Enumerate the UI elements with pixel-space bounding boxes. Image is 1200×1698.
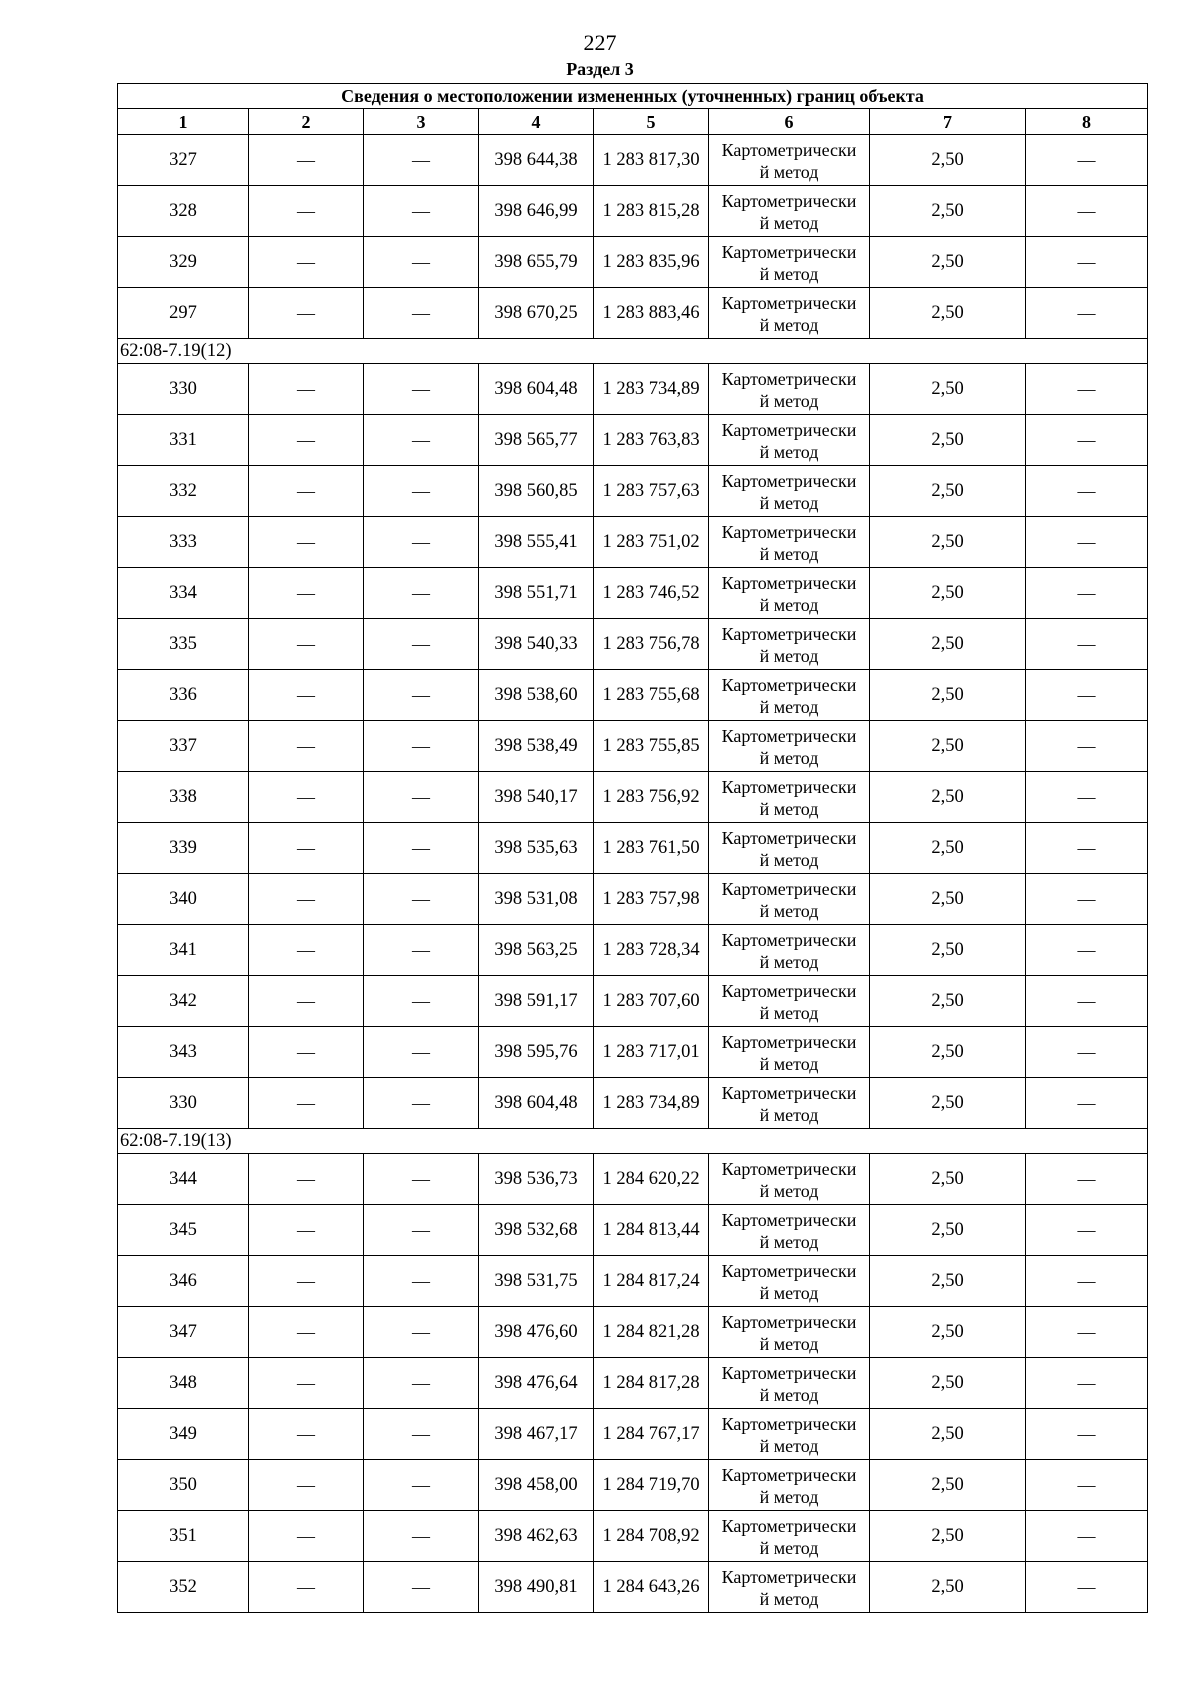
cell-x-coordinate: 398 655,79 [479,237,594,288]
cell-y-coordinate: 1 283 763,83 [594,415,709,466]
cell-point-number: 350 [118,1460,249,1511]
cell-col-2: — [249,237,364,288]
cell-col-2: — [249,517,364,568]
table-caption: Сведения о местоположении измененных (уточненных) границ объекта [118,84,1148,109]
cell-col-3: — [364,415,479,466]
cell-y-coordinate: 1 283 757,63 [594,466,709,517]
cell-col-2: — [249,976,364,1027]
cell-col-3: — [364,1205,479,1256]
cell-point-number: 337 [118,721,249,772]
cell-method: Картометрически й метод [709,466,870,517]
cell-col-8: — [1026,1409,1148,1460]
column-header-4: 4 [479,109,594,135]
cell-method: Картометрически й метод [709,1205,870,1256]
cell-col-3: — [364,1460,479,1511]
cell-y-coordinate: 1 284 719,70 [594,1460,709,1511]
cell-col-3: — [364,1409,479,1460]
cell-point-number: 351 [118,1511,249,1562]
table-row [118,186,1148,237]
cell-x-coordinate: 398 536,73 [479,1154,594,1205]
cell-method: Картометрически й метод [709,619,870,670]
cell-accuracy: 2,50 [870,288,1026,339]
cell-col-3: — [364,823,479,874]
section-title: Раздел 3 [566,59,634,79]
cell-method: Картометрически й метод [709,874,870,925]
cell-x-coordinate: 398 531,75 [479,1256,594,1307]
cell-point-number: 328 [118,186,249,237]
cell-y-coordinate: 1 283 717,01 [594,1027,709,1078]
table-row [118,364,1148,415]
cell-col-8: — [1026,1154,1148,1205]
cell-point-number: 333 [118,517,249,568]
table-row [118,1511,1148,1562]
cell-accuracy: 2,50 [870,1307,1026,1358]
cell-col-2: — [249,1562,364,1613]
cell-col-2: — [249,823,364,874]
table-row [118,1307,1148,1358]
cell-col-8: — [1026,874,1148,925]
cell-x-coordinate: 398 538,49 [479,721,594,772]
cell-method: Картометрически й метод [709,517,870,568]
cell-col-3: — [364,1562,479,1613]
cell-method: Картометрически й метод [709,925,870,976]
cell-point-number: 334 [118,568,249,619]
cell-point-number: 297 [118,288,249,339]
cell-y-coordinate: 1 283 734,89 [594,364,709,415]
cell-x-coordinate: 398 531,08 [479,874,594,925]
column-header-2: 2 [249,109,364,135]
cell-col-8: — [1026,1205,1148,1256]
cell-col-2: — [249,721,364,772]
cell-col-8: — [1026,568,1148,619]
cell-method: Картометрически й метод [709,1511,870,1562]
cell-x-coordinate: 398 595,76 [479,1027,594,1078]
cell-accuracy: 2,50 [870,364,1026,415]
cell-col-3: — [364,1307,479,1358]
cell-col-3: — [364,874,479,925]
cell-accuracy: 2,50 [870,135,1026,186]
cell-col-3: — [364,364,479,415]
cell-col-8: — [1026,772,1148,823]
cell-x-coordinate: 398 532,68 [479,1205,594,1256]
cell-point-number: 330 [118,364,249,415]
cell-accuracy: 2,50 [870,619,1026,670]
cell-col-8: — [1026,721,1148,772]
cell-y-coordinate: 1 283 756,78 [594,619,709,670]
cell-method: Картометрически й метод [709,1562,870,1613]
cell-col-3: — [364,1511,479,1562]
cell-accuracy: 2,50 [870,874,1026,925]
cell-accuracy: 2,50 [870,1154,1026,1205]
cell-col-3: — [364,237,479,288]
cell-accuracy: 2,50 [870,1511,1026,1562]
cell-x-coordinate: 398 462,63 [479,1511,594,1562]
cell-col-3: — [364,1078,479,1129]
cell-col-8: — [1026,1460,1148,1511]
cell-method: Картометрически й метод [709,772,870,823]
cell-point-number: 348 [118,1358,249,1409]
cell-col-8: — [1026,670,1148,721]
page-number: 227 [583,30,617,55]
cell-y-coordinate: 1 283 835,96 [594,237,709,288]
cell-point-number: 343 [118,1027,249,1078]
table-row [118,1409,1148,1460]
cell-method: Картометрически й метод [709,364,870,415]
cell-col-2: — [249,186,364,237]
cell-point-number: 340 [118,874,249,925]
cell-col-2: — [249,1460,364,1511]
cell-col-2: — [249,364,364,415]
column-header-8: 8 [1026,109,1148,135]
cell-x-coordinate: 398 551,71 [479,568,594,619]
cell-accuracy: 2,50 [870,1562,1026,1613]
cell-col-2: — [249,1154,364,1205]
cell-accuracy: 2,50 [870,772,1026,823]
cell-col-2: — [249,1205,364,1256]
cell-point-number: 330 [118,1078,249,1129]
cell-x-coordinate: 398 591,17 [479,976,594,1027]
cell-method: Картометрически й метод [709,568,870,619]
cell-col-3: — [364,619,479,670]
cell-col-3: — [364,186,479,237]
cell-y-coordinate: 1 284 813,44 [594,1205,709,1256]
cell-point-number: 342 [118,976,249,1027]
cell-y-coordinate: 1 283 883,46 [594,288,709,339]
cell-accuracy: 2,50 [870,721,1026,772]
cell-x-coordinate: 398 476,64 [479,1358,594,1409]
cell-y-coordinate: 1 283 817,30 [594,135,709,186]
cell-method: Картометрически й метод [709,670,870,721]
cell-accuracy: 2,50 [870,237,1026,288]
cell-method: Картометрически й метод [709,288,870,339]
cell-accuracy: 2,50 [870,1256,1026,1307]
cell-accuracy: 2,50 [870,415,1026,466]
cell-method: Картометрически й метод [709,1154,870,1205]
group-label: 62:08-7.19(13) [118,1129,1148,1154]
cell-col-8: — [1026,415,1148,466]
cell-method: Картометрически й метод [709,823,870,874]
cell-method: Картометрически й метод [709,1027,870,1078]
table-row [118,1460,1148,1511]
cell-col-3: — [364,1358,479,1409]
table-row [118,670,1148,721]
cell-col-8: — [1026,364,1148,415]
cell-y-coordinate: 1 284 767,17 [594,1409,709,1460]
table-row [118,874,1148,925]
column-header-3: 3 [364,109,479,135]
table-row [118,237,1148,288]
cell-col-2: — [249,1358,364,1409]
cell-y-coordinate: 1 283 728,34 [594,925,709,976]
table-row [118,1078,1148,1129]
cell-col-2: — [249,670,364,721]
table-row [118,466,1148,517]
table-row [118,976,1148,1027]
cell-col-3: — [364,721,479,772]
cell-accuracy: 2,50 [870,186,1026,237]
cell-method: Картометрически й метод [709,1307,870,1358]
column-header-1: 1 [118,109,249,135]
cell-accuracy: 2,50 [870,925,1026,976]
cell-col-3: — [364,1154,479,1205]
cell-col-8: — [1026,1256,1148,1307]
cell-method: Картометрически й метод [709,186,870,237]
cell-point-number: 336 [118,670,249,721]
cell-method: Картометрически й метод [709,237,870,288]
cell-accuracy: 2,50 [870,823,1026,874]
cell-accuracy: 2,50 [870,1027,1026,1078]
cell-x-coordinate: 398 560,85 [479,466,594,517]
cell-x-coordinate: 398 538,60 [479,670,594,721]
boundary-coordinates-table [117,83,1148,1613]
cell-col-3: — [364,670,479,721]
cell-method: Картометрически й метод [709,135,870,186]
cell-point-number: 352 [118,1562,249,1613]
cell-x-coordinate: 398 535,63 [479,823,594,874]
cell-point-number: 329 [118,237,249,288]
cell-point-number: 349 [118,1409,249,1460]
cell-col-8: — [1026,186,1148,237]
cell-x-coordinate: 398 670,25 [479,288,594,339]
cell-col-8: — [1026,1358,1148,1409]
cell-x-coordinate: 398 490,81 [479,1562,594,1613]
cell-col-2: — [249,1307,364,1358]
cell-method: Картометрически й метод [709,721,870,772]
cell-accuracy: 2,50 [870,1460,1026,1511]
cell-y-coordinate: 1 284 708,92 [594,1511,709,1562]
cell-accuracy: 2,50 [870,517,1026,568]
cell-col-8: — [1026,823,1148,874]
cell-col-8: — [1026,288,1148,339]
table-row [118,1358,1148,1409]
cell-method: Картометрически й метод [709,1460,870,1511]
cell-y-coordinate: 1 283 815,28 [594,186,709,237]
cell-x-coordinate: 398 644,38 [479,135,594,186]
cell-accuracy: 2,50 [870,670,1026,721]
table-row [118,135,1148,186]
cell-method: Картометрически й метод [709,415,870,466]
cell-col-3: — [364,135,479,186]
cell-col-2: — [249,925,364,976]
cell-x-coordinate: 398 555,41 [479,517,594,568]
table-row [118,1256,1148,1307]
cell-x-coordinate: 398 565,77 [479,415,594,466]
cell-accuracy: 2,50 [870,568,1026,619]
cell-y-coordinate: 1 283 746,52 [594,568,709,619]
cell-point-number: 339 [118,823,249,874]
cell-method: Картометрически й метод [709,1256,870,1307]
cell-point-number: 331 [118,415,249,466]
cell-col-8: — [1026,1307,1148,1358]
cell-x-coordinate: 398 540,17 [479,772,594,823]
cell-point-number: 341 [118,925,249,976]
cell-point-number: 338 [118,772,249,823]
cell-col-8: — [1026,517,1148,568]
cell-y-coordinate: 1 284 817,24 [594,1256,709,1307]
cell-col-8: — [1026,135,1148,186]
cell-col-2: — [249,874,364,925]
cell-col-8: — [1026,1078,1148,1129]
cell-x-coordinate: 398 646,99 [479,186,594,237]
table-row [118,1205,1148,1256]
cell-col-2: — [249,1027,364,1078]
cell-col-8: — [1026,619,1148,670]
cell-col-3: — [364,466,479,517]
cell-col-2: — [249,1511,364,1562]
cell-point-number: 335 [118,619,249,670]
cell-x-coordinate: 398 604,48 [479,364,594,415]
cell-x-coordinate: 398 604,48 [479,1078,594,1129]
cell-col-8: — [1026,1562,1148,1613]
cell-col-8: — [1026,1511,1148,1562]
table-row [118,1154,1148,1205]
cell-col-2: — [249,619,364,670]
cell-method: Картометрически й метод [709,976,870,1027]
cell-col-8: — [1026,976,1148,1027]
cell-point-number: 327 [118,135,249,186]
table-row [118,568,1148,619]
table-row [118,517,1148,568]
cell-accuracy: 2,50 [870,1205,1026,1256]
cell-y-coordinate: 1 283 734,89 [594,1078,709,1129]
cell-y-coordinate: 1 284 821,28 [594,1307,709,1358]
table-row [118,415,1148,466]
cell-col-8: — [1026,237,1148,288]
cell-x-coordinate: 398 458,00 [479,1460,594,1511]
cell-point-number: 332 [118,466,249,517]
group-label: 62:08-7.19(12) [118,339,1148,364]
group-row [118,339,1148,364]
cell-col-2: — [249,1078,364,1129]
column-header-6: 6 [709,109,870,135]
cell-accuracy: 2,50 [870,1078,1026,1129]
cell-point-number: 346 [118,1256,249,1307]
cell-col-3: — [364,517,479,568]
cell-col-3: — [364,1256,479,1307]
cell-accuracy: 2,50 [870,466,1026,517]
table-row [118,823,1148,874]
table-row [118,1027,1148,1078]
cell-col-3: — [364,976,479,1027]
cell-accuracy: 2,50 [870,1358,1026,1409]
cell-col-2: — [249,772,364,823]
cell-method: Картометрически й метод [709,1358,870,1409]
cell-y-coordinate: 1 283 761,50 [594,823,709,874]
cell-col-3: — [364,925,479,976]
cell-y-coordinate: 1 283 755,85 [594,721,709,772]
cell-y-coordinate: 1 283 707,60 [594,976,709,1027]
cell-col-3: — [364,1027,479,1078]
cell-y-coordinate: 1 284 817,28 [594,1358,709,1409]
cell-method: Картометрически й метод [709,1078,870,1129]
cell-col-2: — [249,415,364,466]
cell-col-3: — [364,288,479,339]
table-row [118,1562,1148,1613]
column-header-7: 7 [870,109,1026,135]
table-row [118,925,1148,976]
table-row [118,619,1148,670]
cell-col-2: — [249,466,364,517]
table-row [118,772,1148,823]
cell-col-8: — [1026,1027,1148,1078]
cell-method: Картометрически й метод [709,1409,870,1460]
cell-y-coordinate: 1 283 755,68 [594,670,709,721]
cell-col-2: — [249,288,364,339]
cell-col-3: — [364,772,479,823]
cell-col-3: — [364,568,479,619]
cell-y-coordinate: 1 284 620,22 [594,1154,709,1205]
table-row [118,721,1148,772]
cell-col-2: — [249,568,364,619]
cell-y-coordinate: 1 283 756,92 [594,772,709,823]
cell-accuracy: 2,50 [870,1409,1026,1460]
cell-point-number: 345 [118,1205,249,1256]
cell-col-2: — [249,1409,364,1460]
table-row [118,288,1148,339]
cell-x-coordinate: 398 467,17 [479,1409,594,1460]
cell-y-coordinate: 1 283 751,02 [594,517,709,568]
cell-col-2: — [249,1256,364,1307]
table-header-row [118,109,1148,135]
cell-x-coordinate: 398 563,25 [479,925,594,976]
column-header-5: 5 [594,109,709,135]
cell-x-coordinate: 398 476,60 [479,1307,594,1358]
group-row [118,1129,1148,1154]
cell-col-2: — [249,135,364,186]
cell-y-coordinate: 1 284 643,26 [594,1562,709,1613]
cell-col-8: — [1026,925,1148,976]
cell-y-coordinate: 1 283 757,98 [594,874,709,925]
cell-point-number: 347 [118,1307,249,1358]
cell-point-number: 344 [118,1154,249,1205]
cell-x-coordinate: 398 540,33 [479,619,594,670]
cell-col-8: — [1026,466,1148,517]
cell-accuracy: 2,50 [870,976,1026,1027]
